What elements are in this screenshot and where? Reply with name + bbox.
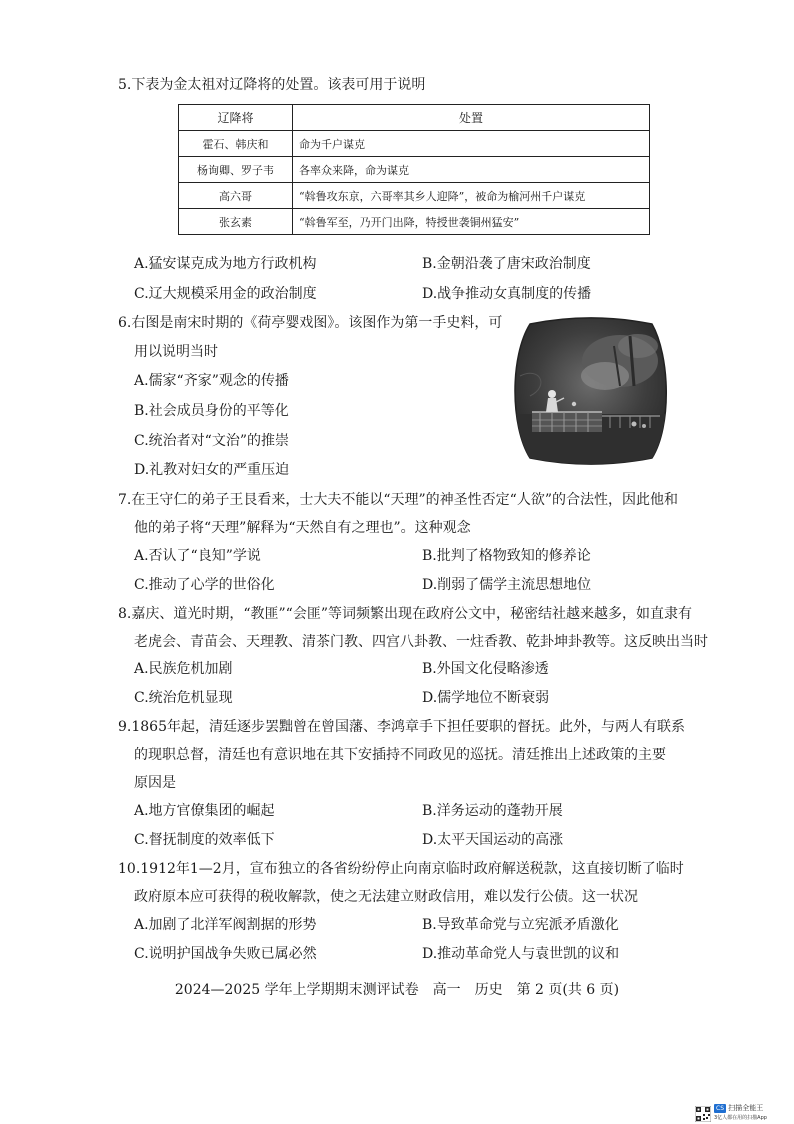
qr-code-icon xyxy=(695,1106,711,1122)
q5-stem: 5.下表为金太祖对辽降将的处置。该表可用于说明 xyxy=(118,77,426,93)
table-cell: 杨询卿、罗子韦 xyxy=(179,157,293,183)
q9-option-d: D.太平天国运动的高涨 xyxy=(422,832,564,848)
q5-table xyxy=(178,104,650,235)
table-cell: “斡鲁军至，乃开门出降，特授世袭铜州猛安” xyxy=(293,209,650,235)
table-cell: 霍石、韩庆和 xyxy=(179,131,293,157)
scanner-tagline: 3亿人都在用的扫描App xyxy=(714,1115,767,1121)
q10-option-c: C.说明护国战争失败已属必然 xyxy=(134,946,317,962)
q7-option-a: A.否认了“良知”学说 xyxy=(134,548,261,564)
q9-stem-line: 9.1865年起，清廷逐步罢黜曾在曾国藩、李鸿章手下担任要职的督抚。此外，与两人有联系 xyxy=(118,719,685,735)
q8-option-b: B.外国文化侵略渗透 xyxy=(422,661,549,677)
table-row xyxy=(179,209,650,235)
table-header-cell: 辽降将 xyxy=(179,105,293,131)
q8-option-a: A.民族危机加剧 xyxy=(134,661,233,677)
scanner-app-name: 扫描全能王 xyxy=(728,1104,764,1112)
q6-option-d: D.礼教对妇女的严重压迫 xyxy=(134,462,290,478)
table-cell: “斡鲁攻东京，六哥率其乡人迎降”，被命为榆河州千户谋克 xyxy=(293,183,650,209)
table-header-row xyxy=(179,105,650,131)
q5-option-b: B.金朝沿袭了唐宋政治制度 xyxy=(422,256,591,272)
q6-option-b: B.社会成员身份的平等化 xyxy=(134,403,289,419)
q9-option-c: C.督抚制度的效率低下 xyxy=(134,832,275,848)
page-footer: 2024—2025 学年上学期期末测评试卷 高一 历史 第 2 页(共 6 页) xyxy=(174,982,620,998)
q6-option-a: A.儒家“齐家”观念的传播 xyxy=(134,373,289,389)
painting-image xyxy=(510,316,672,466)
table-cell: 高六哥 xyxy=(179,183,293,209)
q7-option-c: C.推动了心学的世俗化 xyxy=(134,577,275,593)
table-row xyxy=(179,157,650,183)
q9-stem-line: 的现职总督，清廷也有意识地在其下安插持不同政见的巡抚。清廷推出上述政策的主要 xyxy=(134,747,666,763)
q9-option-a: A.地方官僚集团的崛起 xyxy=(134,803,275,819)
q8-option-d: D.儒学地位不断衰弱 xyxy=(422,690,550,706)
q6-stem-line: 用以说明当时 xyxy=(134,344,218,360)
q7-option-d: D.削弱了儒学主流思想地位 xyxy=(422,577,592,593)
q5-option-c: C.辽大规模采用金的政治制度 xyxy=(134,286,317,302)
scanner-logo-badge: CS xyxy=(716,1105,724,1112)
q5-option-d: D.战争推动女真制度的传播 xyxy=(422,286,592,302)
table-row xyxy=(179,183,650,209)
q8-option-c: C.统治危机显现 xyxy=(134,690,233,706)
scanner-watermark xyxy=(714,1104,767,1123)
q9-stem-line: 原因是 xyxy=(134,775,176,791)
q10-option-a: A.加剧了北洋军阀割据的形势 xyxy=(134,917,317,933)
q5-option-a: A.猛安谋克成为地方行政机构 xyxy=(134,256,317,272)
q10-option-b: B.导致革命党与立宪派矛盾激化 xyxy=(422,917,619,933)
q10-stem-line: 10.1912年1—2月，宣布独立的各省纷纷停止向南京临时政府解送税款，这直接切断了临时 xyxy=(118,861,684,877)
table-row xyxy=(179,131,650,157)
q8-stem-line: 8.嘉庆、道光时期，“教匪”“会匪”等词频繁出现在政府公文中，秘密结社越来越多，如直隶有 xyxy=(118,606,692,622)
q10-stem-line: 政府原本应可获得的税收解款，使之无法建立财政信用，难以发行公债。这一状况 xyxy=(134,889,638,905)
table-cell: 各率众来降，命为谋克 xyxy=(293,157,650,183)
q8-stem-line: 老虎会、青苗会、天理教、清茶门教、四宫八卦教、一炷香教、乾卦坤卦教等。这反映出当时 xyxy=(134,634,708,650)
table-cell: 命为千户谋克 xyxy=(293,131,650,157)
q7-option-b: B.批判了格物致知的修养论 xyxy=(422,548,591,564)
q9-option-b: B.洋务运动的蓬勃开展 xyxy=(422,803,563,819)
q6-option-c: C.统治者对“文治”的推崇 xyxy=(134,433,289,449)
q10-option-d: D.推动革命党人与袁世凯的议和 xyxy=(422,946,620,962)
table-cell: 张玄素 xyxy=(179,209,293,235)
q7-stem-line: 7.在王守仁的弟子王艮看来，士大夫不能以“天理”的神圣性否定“人欲”的合法性，因此他和 xyxy=(118,492,678,508)
q7-stem-line: 他的弟子将“天理”解释为“天然自有之理也”。这种观念 xyxy=(134,520,471,536)
q6-stem-line: 6.右图是南宋时期的《荷亭婴戏图》。该图作为第一手史料，可 xyxy=(118,315,503,331)
table-header-cell: 处置 xyxy=(293,105,650,131)
